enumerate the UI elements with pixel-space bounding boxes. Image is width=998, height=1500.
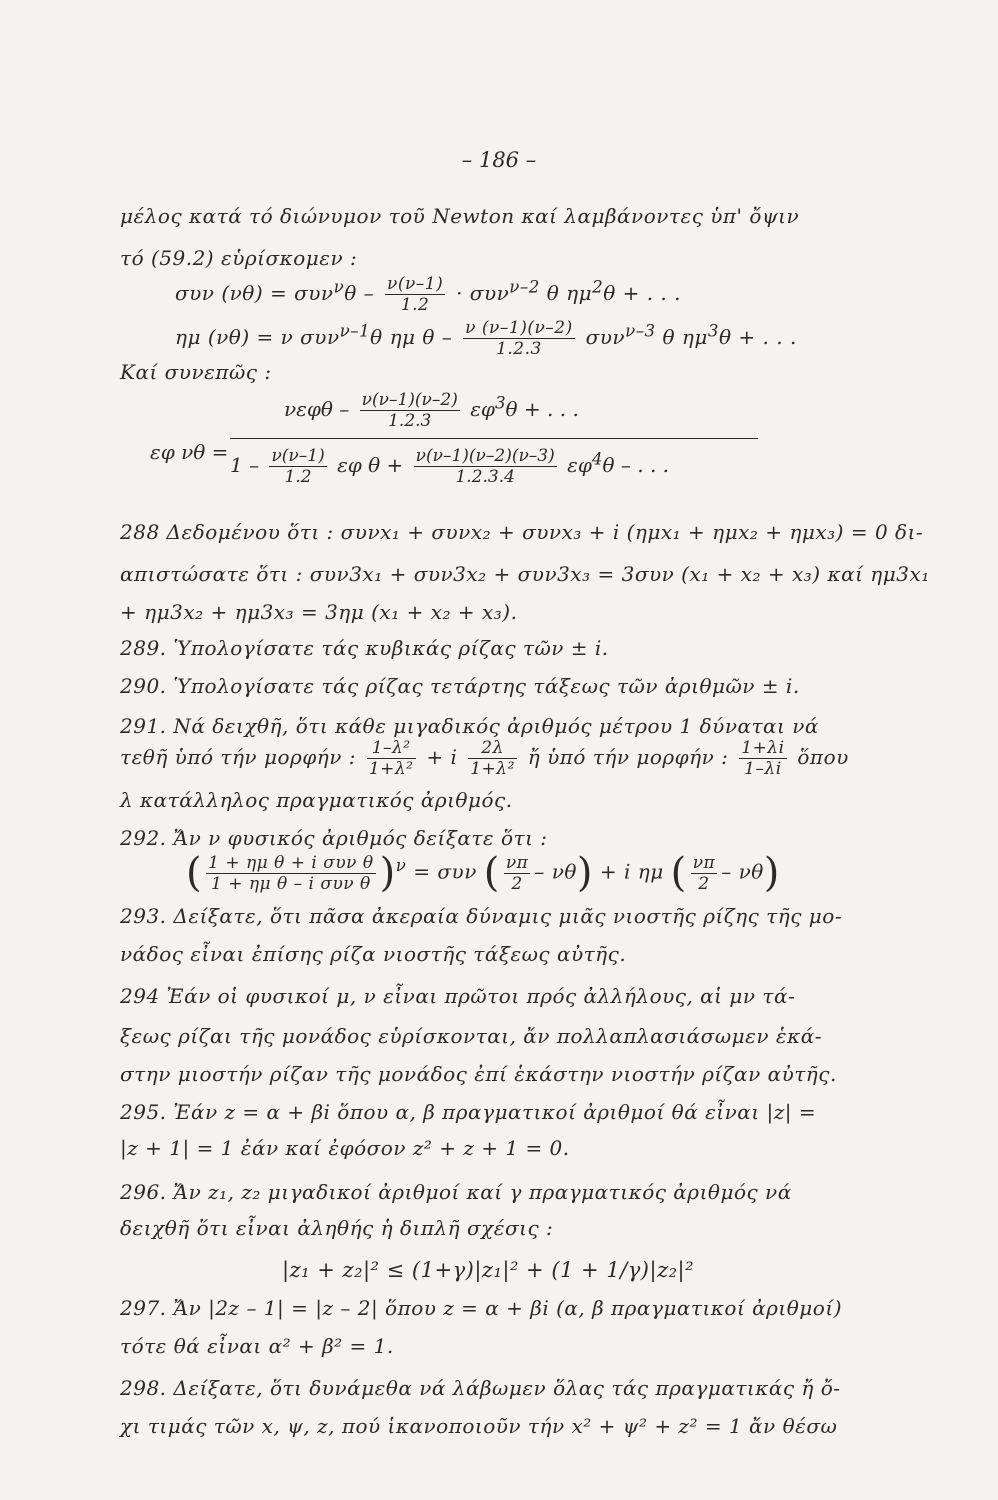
problem-291: 291. Νά δειχθῆ, ὅτι κάθε μιγαδικός ἀριθμός μέτρου 1 δύναται νά — [120, 714, 819, 738]
problem-298-cont: χι τιμάς τῶν x, ψ, z, πού ἱκανοποιοῦν τήν x² + ψ² + z² = 1 ἄν θέσω — [120, 1414, 838, 1438]
problem-296: 296. Ἄν z₁, z₂ μιγαδικοί ἀριθμοί καί γ πραγματικός ἀριθμός νά — [120, 1180, 792, 1204]
problem-295-cont: |z + 1| = 1 ἐάν καί ἐφόσον z² + z + 1 = 0. — [120, 1136, 570, 1160]
fraction-denominator: 1 – $\frac{\nu(\nu-1)}{1.2}$ εφ θ + $\frac{\nu(\nu-1)(\nu-2)(\nu-3)}{1.2.3.4}$ $\varepsilon\varphi^4\theta$ – . . . — [230, 446, 670, 487]
problem-289: 289. Ὑπολογίσατε τάς κυβικάς ρίζας τῶν ± i. — [120, 636, 609, 660]
text-line: Καί συνεπῶς : — [120, 360, 272, 384]
problem-293-cont: νάδος εἶναι ἐπίσης ρίζα νιοστῆς τάξεως αὐτῆς. — [120, 942, 627, 966]
equation-cos: συν (νθ) = συν$^\nu$θ – $\frac{\nu(\nu-1)}{1.2}$ · συν$^{\nu-2}$ θ $\eta\mu^2\theta$ + . . . — [175, 274, 682, 315]
problem-288: 288 Δεδομένου ὅτι : συνx₁ + συνx₂ + συνx₃ + i (ημx₁ + ημx₂ + ημx₃) = 0 δι- — [120, 520, 924, 544]
text-line: μέλος κατά τό διώνυμον τοῦ Newton καί λαμβάνοντες ὑπ' ὄψιν — [120, 204, 800, 228]
problem-291-cont: λ κατάλληλος πραγματικός ἀριθμός. — [120, 788, 513, 812]
fraction-numerator: νεφθ – $\frac{\nu(\nu-1)(\nu-2)}{1.2.3}$ $\varepsilon\varphi^3\theta$ + . . . — [284, 390, 579, 431]
problem-294-cont: ξεως ρίζαι τῆς μονάδος εὑρίσκονται, ἄν πολλαπλασιάσωμεν ἑκά- — [120, 1024, 823, 1048]
problem-296-inequality: |z₁ + z₂|² ≤ (1+γ)|z₁|² + (1 + 1/γ)|z₂|² — [282, 1258, 695, 1282]
problem-295: 295. Ἐάν z = α + βi ὅπου α, β πραγματικοί ἀριθμοί θά εἶναι |z| = — [120, 1100, 817, 1124]
problem-288-cont: απιστώσατε ὅτι : συν3x₁ + συν3x₂ + συν3x₃ = 3συν (x₁ + x₂ + x₃) καί ημ3x₁ — [120, 562, 930, 586]
equation-tan-lhs: εφ νθ = — [150, 440, 229, 464]
page-number: – 186 – — [461, 148, 537, 172]
problem-291-cont: τεθῆ ὑπό τήν μορφήν : $\frac{\text{1–λ²}}{\text{1+λ²}}$ + i $\frac{2\lambda}{\text{1+λ²}}$ ἤ ὑπό τήν μορφήν : $\frac{1+\lambda i}{1-\lambda i}$ ὅπου — [120, 738, 849, 779]
fraction-bar — [230, 438, 758, 439]
problem-298: 298. Δείξατε, ὅτι δυνάμεθα νά λάβωμεν ὅλας τάς πραγματικάς ἤ ὄ- — [120, 1376, 841, 1400]
problem-293: 293. Δείξατε, ὅτι πᾶσα ἀκεραία δύναμις μιᾶς νιοστῆς ρίζης τῆς μο- — [120, 904, 843, 928]
equation-sin: ημ (νθ) = ν συν$^{\nu-1}$θ ημ θ – $\frac{\nu (\nu-1)(\nu-2)}{1.2.3}$ συν$^{\nu-3}$ θ $\eta\mu^3\theta$ + . . . — [175, 318, 797, 359]
problem-297: 297. Ἄν |2z – 1| = |z – 2| ὅπου z = α + βi (α, β πραγματικοί ἀριθμοί) — [120, 1296, 842, 1320]
problem-292-equation: ( 1 + ημ θ + i συν θ 1 + ημ θ – i συν θ )$^\nu$ = συν ( $\frac{\nu\pi}{2}$ – νθ) + i ημ ( $\frac{\nu\pi}{2}$ – νθ) — [186, 850, 780, 896]
problem-290: 290. Ὑπολογίσατε τάς ρίζας τετάρτης τάξεως τῶν ἀριθμῶν ± i. — [120, 674, 800, 698]
problem-296-cont: δειχθῆ ὅτι εἶναι ἀληθής ἡ διπλῆ σχέσις : — [120, 1216, 554, 1240]
text-line: τό (59.2) εὑρίσκομεν : — [120, 246, 358, 270]
problem-294-cont: στην μιοστήν ρίζαν τῆς μονάδος ἐπί ἑκάστην νιοστήν ρίζαν αὐτῆς. — [120, 1062, 837, 1086]
problem-292: 292. Ἄν ν φυσικός ἀριθμός δείξατε ὅτι : — [120, 826, 548, 850]
problem-297-cont: τότε θά εἶναι α² + β² = 1. — [120, 1334, 394, 1358]
problem-294: 294 Ἐάν οἱ φυσικοί μ, ν εἶναι πρῶτοι πρός ἀλλήλους, αἱ μν τά- — [120, 984, 796, 1008]
problem-288-cont: + ημ3x₂ + ημ3x₃ = 3ημ (x₁ + x₂ + x₃). — [120, 600, 518, 624]
